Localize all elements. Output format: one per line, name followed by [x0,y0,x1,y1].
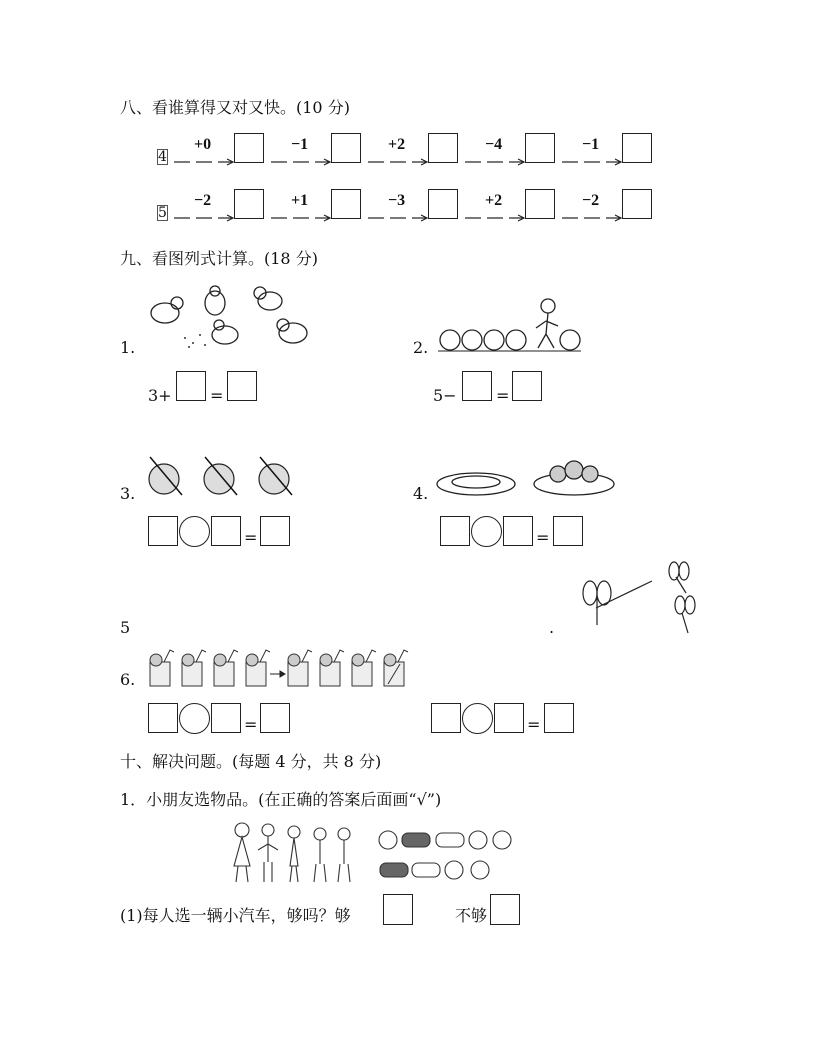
dragonflies-picture [576,563,701,638]
section8-title: 八、看谁算得又对又快。(10 分) [120,98,350,117]
arrow-icon [270,671,285,677]
q6-right-box-1[interactable] [431,703,461,733]
q2-answer-box-2[interactable] [512,371,542,401]
chain-operator: −2 [194,192,212,209]
q5-label: 5 [120,618,131,637]
q2-equals: = [496,386,510,405]
chain-answer-box[interactable] [428,133,458,163]
q4-box-2[interactable] [503,516,533,546]
drink-glass [150,650,174,686]
chicks-picture [145,283,315,353]
drink-glass [182,650,206,686]
plates-picture [436,448,618,498]
crossed-apples-picture [146,455,306,497]
arrow-icon [465,213,525,223]
drink-glass [288,650,312,686]
drink-glass [352,650,376,686]
q3-equals: = [244,528,258,547]
arrow-icon [368,213,428,223]
q6-right-operator-circle[interactable] [462,703,493,734]
q1-prefix: 3+ [148,386,172,405]
q2-answer-box-1[interactable] [462,371,492,401]
chain-answer-box[interactable] [622,133,652,163]
q6-left-box-2[interactable] [211,703,241,733]
q2-prefix: 5− [433,386,457,405]
q6-left-operator-circle[interactable] [179,703,210,734]
q4-label: 4. [413,484,429,503]
q6-left-box-3[interactable] [260,703,290,733]
chain-operator: −4 [485,136,503,153]
arrow-icon [271,157,331,167]
not-enough-label: 不够 [455,906,488,925]
chain-answer-box[interactable] [525,133,555,163]
q4-box-3[interactable] [553,516,583,546]
chain-answer-box[interactable] [331,133,361,163]
chain-answer-box[interactable] [234,189,264,219]
arrow-icon [271,213,331,223]
chain-start-number: 4 [158,149,167,165]
chain-answer-box[interactable] [525,189,555,219]
arrow-icon [174,157,234,167]
chain-operator: −1 [582,136,600,153]
q6-left-equals: = [244,715,258,734]
q3-box-3[interactable] [260,516,290,546]
q3-operator-circle[interactable] [179,516,210,547]
chain-answer-box[interactable] [234,133,264,163]
drinks-picture [148,650,413,688]
balls-picture [438,296,583,354]
arrow-icon [562,157,622,167]
arrow-icon [562,213,622,223]
chain-operator: +2 [485,192,503,209]
q1-answer-box-1[interactable] [176,371,206,401]
section10-title: 十、解决问题。(每题 4 分，共 8 分) [120,752,382,771]
chain-answer-box[interactable] [331,189,361,219]
q3-box-1[interactable] [148,516,178,546]
q6-right-box-2[interactable] [494,703,524,733]
drink-glass [246,650,270,686]
peaches-and-cars-picture [378,826,513,884]
children-picture [228,822,358,886]
q6-left-box-1[interactable] [148,703,178,733]
arrow-icon [174,213,234,223]
chain-operator: −2 [582,192,600,209]
section9-title: 九、看图列式计算。(18 分) [120,249,318,268]
q6-right-equals: = [527,715,541,734]
q6-label: 6. [120,670,136,689]
q1-answer-box-2[interactable] [227,371,257,401]
drink-glass [320,650,344,686]
q3-label: 3. [120,484,136,503]
arrow-icon [368,157,428,167]
arrow-icon [465,157,525,167]
q4-equals: = [536,528,550,547]
q3-box-2[interactable] [211,516,241,546]
q6-right-box-3[interactable] [544,703,574,733]
drink-glass [384,650,408,686]
q5-dot: . [549,618,555,637]
q4-box-1[interactable] [440,516,470,546]
chain-start-number: 5 [158,205,167,221]
chain-answer-box[interactable] [428,189,458,219]
chain-operator: −3 [388,192,406,209]
q1-label: 1. [120,338,136,357]
q2-label: 2. [413,338,429,357]
chain-operator: +2 [388,136,406,153]
q4-operator-circle[interactable] [471,516,502,547]
not-enough-answer-box[interactable] [490,894,520,925]
sub1-question: (1)每人选一辆小汽车，够吗？够 [120,906,351,925]
drink-glass [214,650,238,686]
chain-operator: −1 [291,136,309,153]
q1-equals: = [210,386,224,405]
chain-operator: +1 [291,192,309,209]
section10-q1-text: 1．小朋友选物品。(在正确的答案后面画“√”) [120,790,442,809]
chain-answer-box[interactable] [622,189,652,219]
chain-operator: +0 [194,136,212,153]
enough-answer-box[interactable] [383,894,413,925]
